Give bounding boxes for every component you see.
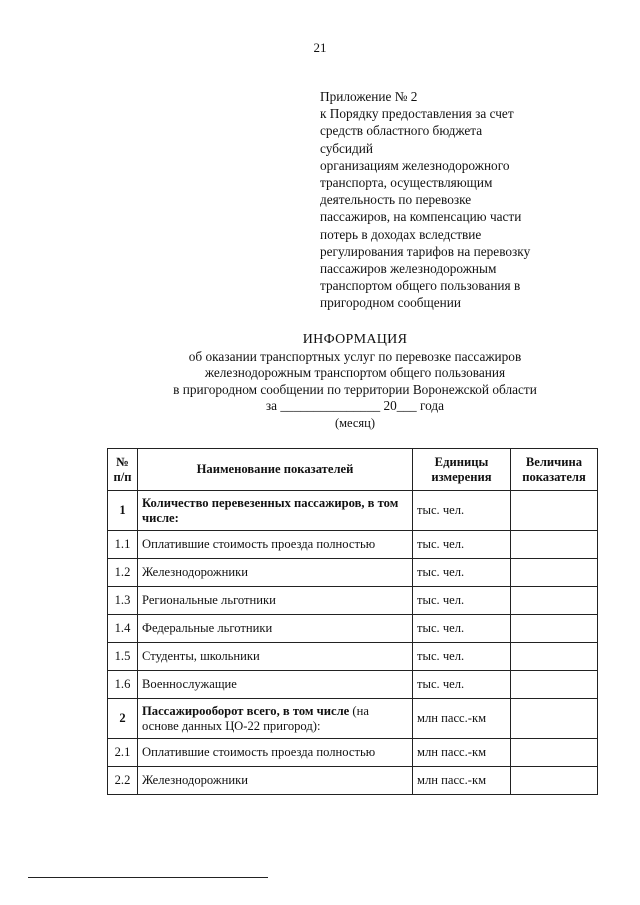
table-row <box>108 559 598 587</box>
table-row <box>108 739 598 767</box>
row-name: Оплатившие стоимость проезда полностью <box>138 739 413 767</box>
row-name: Железнодорожники <box>138 767 413 795</box>
appendix-line: потерь в доходах вследствие <box>320 226 482 242</box>
appendix-line: транспорта, осуществляющим <box>320 175 493 191</box>
row-name: Железнодорожники <box>138 559 413 587</box>
row-unit: тыс. чел. <box>413 491 511 531</box>
row-num: 2.2 <box>108 767 138 795</box>
table-row <box>108 767 598 795</box>
row-name: Оплатившие стоимость проезда полностью <box>138 531 413 559</box>
row-name: Военнослужащие <box>138 671 413 699</box>
appendix-line: транспортом общего пользования в <box>320 278 521 294</box>
row-unit: тыс. чел. <box>413 643 511 671</box>
appendix-block <box>320 88 580 312</box>
row-value[interactable] <box>511 531 598 559</box>
row-num: 1.1 <box>108 531 138 559</box>
page-number: 21 <box>313 40 327 55</box>
row-value[interactable] <box>511 671 598 699</box>
row-unit: млн пасс.-км <box>413 699 511 739</box>
row-num: 1.3 <box>108 587 138 615</box>
row-name: Региональные льготники <box>138 587 413 615</box>
table-row <box>108 491 598 531</box>
document-heading <box>0 332 640 431</box>
row-value[interactable] <box>511 643 598 671</box>
period-line: за _______________ 20___ года <box>265 398 445 413</box>
document-title: ИНФОРМАЦИЯ <box>302 332 408 347</box>
header-unit: Единицы измерения <box>413 449 511 491</box>
appendix-line: пассажиров, на компенсацию части <box>320 209 522 225</box>
table-header-row <box>108 449 598 491</box>
row-unit: тыс. чел. <box>413 559 511 587</box>
row-value[interactable] <box>511 491 598 531</box>
appendix-line: Приложение № 2 <box>320 89 418 104</box>
appendix-line: организациям железнодорожного <box>320 157 510 173</box>
header-value: Величина показателя <box>511 449 598 491</box>
table-row <box>108 615 598 643</box>
table-row <box>108 671 598 699</box>
row-num: 2 <box>108 699 138 739</box>
appendix-line: пассажиров железнодорожным <box>320 261 497 277</box>
table-row <box>108 531 598 559</box>
row-num: 1.6 <box>108 671 138 699</box>
row-name: Федеральные льготники <box>138 615 413 643</box>
appendix-line: субсидий <box>320 140 373 156</box>
footer-divider <box>28 877 268 878</box>
row-value[interactable] <box>511 559 598 587</box>
heading-line: железнодорожным транспортом общего пользования <box>204 365 506 380</box>
info-table <box>107 448 598 795</box>
row-num: 1.2 <box>108 559 138 587</box>
row-name-bold: Пассажирооборот всего, в том числе <box>142 704 350 718</box>
table-row <box>108 643 598 671</box>
row-name: Количество перевезенных пассажиров, в том числе: <box>138 491 413 531</box>
row-unit: тыс. чел. <box>413 587 511 615</box>
row-value[interactable] <box>511 615 598 643</box>
heading-line: в пригородном сообщении по территории Воронежской области <box>173 381 537 397</box>
table-row <box>108 587 598 615</box>
row-name: Студенты, школьники <box>138 643 413 671</box>
row-num: 1 <box>108 491 138 531</box>
row-value[interactable] <box>511 739 598 767</box>
appendix-line: регулирования тарифов на перевозку <box>320 243 531 259</box>
row-unit: млн пасс.-км <box>413 739 511 767</box>
row-value[interactable] <box>511 699 598 739</box>
row-value[interactable] <box>511 587 598 615</box>
header-num: № п/п <box>108 449 138 491</box>
row-num: 2.1 <box>108 739 138 767</box>
row-unit: тыс. чел. <box>413 615 511 643</box>
heading-line: об оказании транспортных услуг по перевозке пассажиров <box>188 348 522 364</box>
table-row <box>108 699 598 739</box>
row-name <box>138 699 413 739</box>
appendix-line: пригородном сообщении <box>320 295 462 311</box>
appendix-line: средств областного бюджета <box>320 123 483 139</box>
row-unit: млн пасс.-км <box>413 767 511 795</box>
header-name: Наименование показателей <box>138 449 413 491</box>
row-unit: тыс. чел. <box>413 671 511 699</box>
appendix-line: к Порядку предоставления за счет <box>320 106 514 122</box>
appendix-line: деятельность по перевозке <box>320 192 472 208</box>
month-note: (месяц) <box>334 415 376 430</box>
row-num: 1.5 <box>108 643 138 671</box>
row-value[interactable] <box>511 767 598 795</box>
row-name-rest: (на основе данных ЦО-22 пригород): <box>142 704 369 733</box>
row-num: 1.4 <box>108 615 138 643</box>
row-unit: тыс. чел. <box>413 531 511 559</box>
